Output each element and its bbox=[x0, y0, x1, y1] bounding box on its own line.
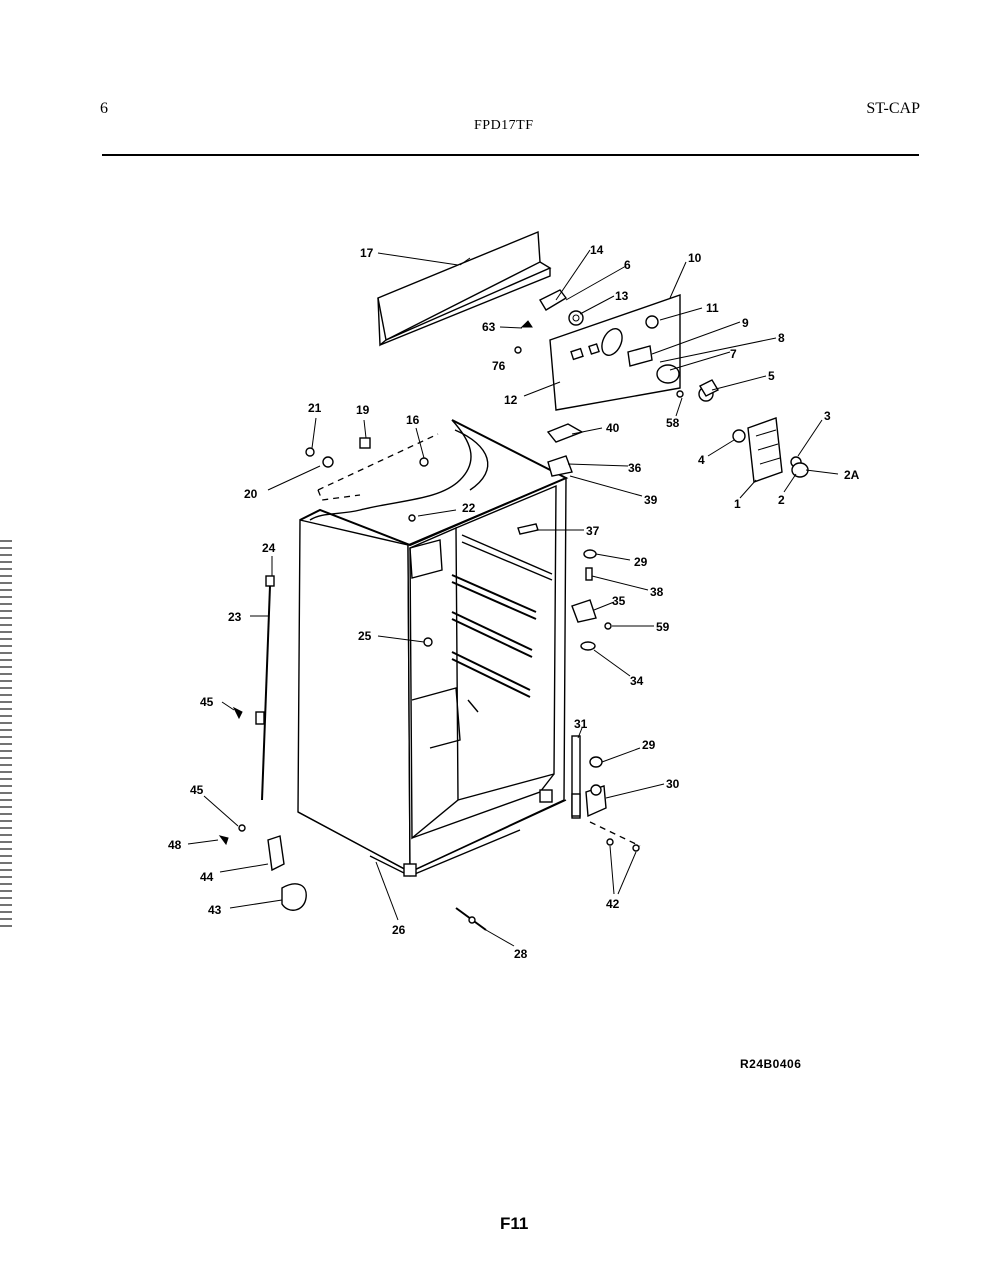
callout-label: 31 bbox=[574, 717, 588, 731]
model-number: FPD17TF bbox=[474, 118, 534, 133]
callout-label: 40 bbox=[606, 421, 620, 435]
callout-label: 29 bbox=[642, 738, 656, 752]
callout-label: 42 bbox=[606, 897, 620, 911]
callout-label: 20 bbox=[244, 487, 258, 501]
callout-label: 1 bbox=[734, 497, 741, 511]
callout-label: 17 bbox=[360, 246, 374, 260]
door-hinge-hardware bbox=[572, 550, 640, 851]
callout-label: 9 bbox=[742, 316, 749, 330]
callout-label: 22 bbox=[462, 501, 476, 515]
callout-label: 8 bbox=[778, 331, 785, 345]
callout-label: 26 bbox=[392, 923, 406, 937]
callout-label: 2 bbox=[778, 493, 785, 507]
callout-label: 48 bbox=[168, 838, 182, 852]
page-number: 6 bbox=[100, 100, 108, 117]
callout-label: 36 bbox=[628, 461, 642, 475]
callout-label: 63 bbox=[482, 320, 496, 334]
thermostat-assembly bbox=[733, 418, 808, 482]
callout-label: 19 bbox=[356, 403, 370, 417]
callout-label: 45 bbox=[190, 783, 204, 797]
callout-label: 45 bbox=[200, 695, 214, 709]
callout-label: 24 bbox=[262, 541, 276, 555]
callout-label: 3 bbox=[824, 409, 831, 423]
top-trim-panel bbox=[378, 232, 550, 345]
callout-label: 25 bbox=[358, 629, 372, 643]
callout-label: 39 bbox=[644, 493, 658, 507]
callout-label: 10 bbox=[688, 251, 702, 265]
callout-label: 14 bbox=[590, 243, 604, 257]
callout-label: 44 bbox=[200, 870, 214, 884]
drawing-reference-code: R24B0406 bbox=[740, 1057, 802, 1071]
callout-label: 11 bbox=[706, 301, 719, 315]
figure-id: F11 bbox=[500, 1214, 529, 1233]
callout-label: 58 bbox=[666, 416, 680, 430]
callout-label: 2A bbox=[844, 468, 860, 482]
callout-label: 59 bbox=[656, 620, 670, 634]
callout-label: 23 bbox=[228, 610, 242, 624]
callout-label: 76 bbox=[492, 359, 506, 373]
callout-label: 43 bbox=[208, 903, 222, 917]
callout-label: 6 bbox=[624, 258, 631, 272]
callout-label: 7 bbox=[730, 347, 737, 361]
callout-label: 13 bbox=[615, 289, 629, 303]
section-code: ST-CAP bbox=[866, 100, 920, 117]
callout-label: 4 bbox=[698, 453, 705, 467]
callout-label: 28 bbox=[514, 947, 528, 961]
control-panel bbox=[550, 295, 680, 410]
callout-label: 34 bbox=[630, 674, 644, 688]
callout-label: 12 bbox=[504, 393, 518, 407]
callout-label: 29 bbox=[634, 555, 648, 569]
callout-label: 38 bbox=[650, 585, 664, 599]
refrigerator-cabinet bbox=[298, 420, 566, 876]
callout-label: 5 bbox=[768, 369, 775, 383]
callout-label: 30 bbox=[666, 777, 680, 791]
callout-label: 16 bbox=[406, 413, 420, 427]
callout-label: 37 bbox=[586, 524, 600, 538]
callout-label: 21 bbox=[308, 401, 322, 415]
callout-label: 35 bbox=[612, 594, 626, 608]
